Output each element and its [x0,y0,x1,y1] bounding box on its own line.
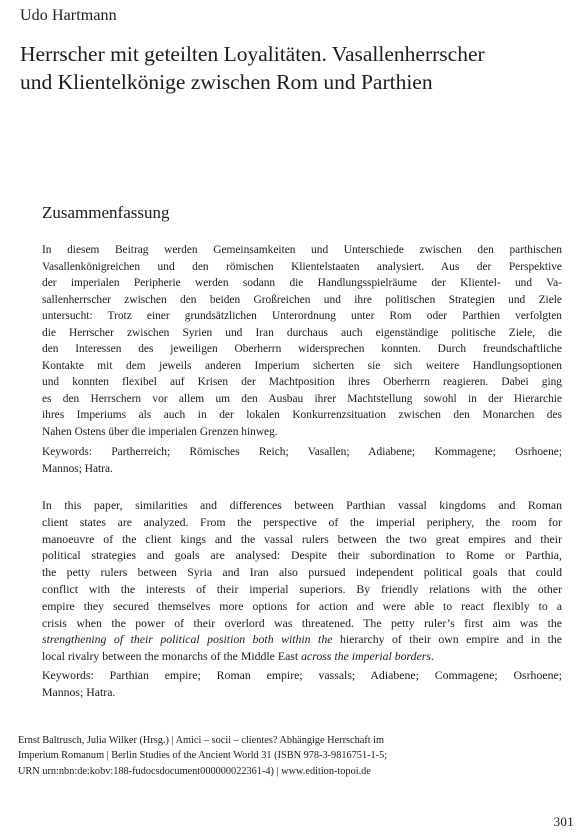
text-run: . [431,649,434,664]
text-line: conflict with the interests of their imperial superiors. By friendly relations with the other [42,581,562,596]
keywords-line: Keywords: Partherreich; Römisches Reich; Vasallen; Adiabene; Kommagene; Osrhoene; [42,446,562,458]
keywords-german [42,444,562,477]
keywords-english [42,667,562,701]
text-line: In diesem Beitrag werden Gemeinsamkeiten und Unterschiede zwischen den parthischen [42,244,562,256]
text-line: Kontakte mit dem jeweils anderen Imperium sicherten sie sich weitere Handlungsoptionen [42,359,562,372]
footer-line: URN urn:nbn:de:kobv:188-fudocsdocument000000022361-4) | www.edition-topoi.de [18,765,371,777]
text-line: client states are analyzed. From the perspective of the imperial periphery, the room for [42,514,562,529]
text-line: und konnten flexibel auf Krisen der Machtposition ihres Oberherrn reagieren. Dabei ging [42,376,562,388]
text-line: manoeuvre of the client kings and the vassal rulers between the two great empires and their [42,531,562,546]
footer-line: Imperium Romanum | Berlin Studies of the Ancient World 31 (ISBN 978-3-9816751-1-5; [18,750,388,762]
text-line: untersucht: Trotz einer grundsätzlichen Unterordnung unter Rom oder Parthien verfolgten [42,310,562,322]
text-line-emphasis [42,631,562,648]
keywords-line: Mannos; Hatra. [42,462,113,475]
abstract-german [42,242,562,440]
italic-phrase: across the imperial borders [301,649,431,664]
section-heading: Zusammenfassung [42,203,170,222]
abstract-english [42,497,562,665]
text-line: ihres Imperiums als auch in der lokalen Konkurrenzsituation zwischen den Monarchen des [42,409,562,421]
text-line: den Interessen des jeweiligen Oberherrn widersprechen konnten. Durch freundschaftliche [42,343,562,355]
keywords-line: Mannos; Hatra. [42,684,116,699]
text-line: In this paper, similarities and differences between Parthian vassal kingdoms and Roman [42,498,562,512]
publication-footer [18,733,458,779]
text-run: local rivalry between the monarchs of the Middle East [42,649,302,664]
footer-line: Ernst Baltrusch, Julia Wilker (Hrsg.) | Amici – socii – clientes? Abhängige Herrschaft im [18,735,385,746]
author-name: Udo Hartmann [20,7,117,24]
page-number: 301 [553,814,574,829]
text-line: Nahen Ostens über die imperialen Grenzen hinweg. [42,425,278,438]
keywords-line: Keywords: Parthian empire; Roman empire; vassals; Adiabene; Commagene; Osrhoene; [42,668,562,682]
text-line: empire they secured themselves more options for action and were able to react flexibly to a [42,598,562,613]
title-line-2: und Klientelkönige zwischen Rom und Parthien [20,70,433,94]
text-line: die Herrscher zwischen Syrien und Iran durchaus auch eigenständige politische Ziele, die [42,326,562,339]
title-line-1: Herrscher mit geteilten Loyalitäten. Vasallenherrscher [20,42,485,66]
text-run: hierarchy of their own empire and in the [332,632,562,647]
text-line: der imperialen Peripherie werden sodann die Handlungsspielräume der Klientel- und Va- [42,277,562,289]
text-line: the petty rulers between Syria and Iran also pursued independent political goals that could [42,565,562,580]
chapter-title [20,40,575,96]
text-line: political strategies and goals are analysed: Despite their subordination to Rome or Parthia, [42,548,562,563]
text-line-emphasis [42,648,562,665]
italic-phrase: strengthening of their political position both within the [42,632,333,647]
text-line: Vasallenkönigreichen und den römischen Klientelstaaten analysiert. Aus der Perspektive [42,260,562,273]
text-line: es den Herrschern vor allem um den Ausbau ihrer Machtstellung sowohl in der Hierarchie [42,392,562,405]
text-line: sallenherrscher zwischen den beiden Großreichen und ihre politischen Strategien und Ziele [42,293,562,306]
text-line: crisis when the power of their overlord was threatened. The petty ruler’s first aim was the [42,615,562,630]
